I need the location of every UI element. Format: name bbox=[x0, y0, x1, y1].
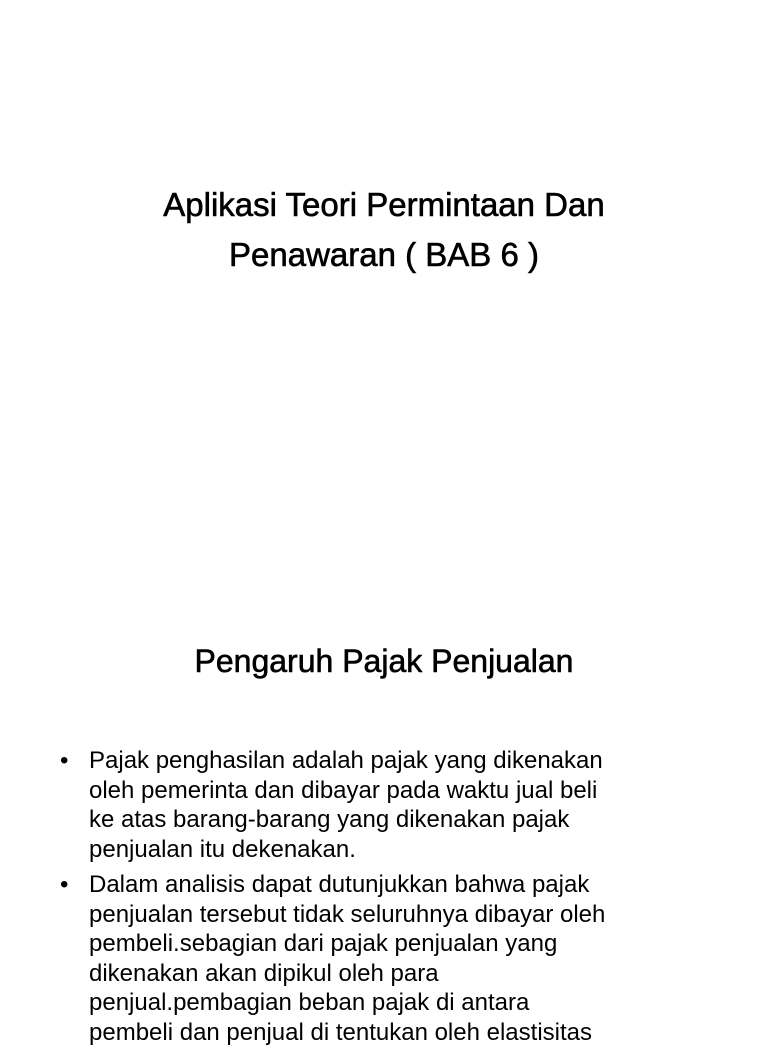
bullet-list bbox=[58, 746, 718, 1053]
bullet-2-line-5: penjual.pembagian beban pajak di antara bbox=[89, 989, 530, 1016]
bullet-dot-icon: • bbox=[60, 871, 69, 898]
bullet-1-line-3: ke atas barang-barang yang dikenakan pajak bbox=[89, 806, 570, 833]
bullet-2-line-4: dikenakan akan dipikul oleh para bbox=[89, 959, 439, 987]
bullet-1-line-2: oleh pemerinta dan dibayar pada waktu jual beli bbox=[89, 776, 598, 804]
slide-title-line-2: Penawaran ( BAB 6 ) bbox=[229, 236, 539, 273]
bullet-2-line-3: pembeli.sebagian dari pajak penjualan yang bbox=[89, 930, 558, 957]
content-slide bbox=[0, 576, 768, 1046]
bullet-1-line-4: penjualan itu dekenakan. bbox=[89, 835, 356, 863]
slide-title-line-1: Aplikasi Teori Permintaan Dan bbox=[163, 186, 605, 223]
bullet-item-2 bbox=[58, 870, 718, 1047]
content-slide-title: Pengaruh Pajak Penjualan bbox=[194, 643, 574, 679]
bullet-2-line-6: pembeli dan penjual di tentukan oleh elastisitas bbox=[89, 1018, 593, 1046]
bullet-1-line-1: Pajak penghasilan adalah pajak yang dikenakan bbox=[89, 747, 603, 774]
bullet-2-line-2: penjualan tersebut tidak seluruhnya dibayar oleh bbox=[89, 900, 606, 928]
slide-title bbox=[60, 180, 708, 280]
bullet-dot-icon: • bbox=[60, 747, 69, 774]
bullet-2-line-1: Dalam analisis dapat dutunjukkan bahwa pajak bbox=[89, 871, 590, 898]
bullet-item-1 bbox=[58, 746, 718, 864]
